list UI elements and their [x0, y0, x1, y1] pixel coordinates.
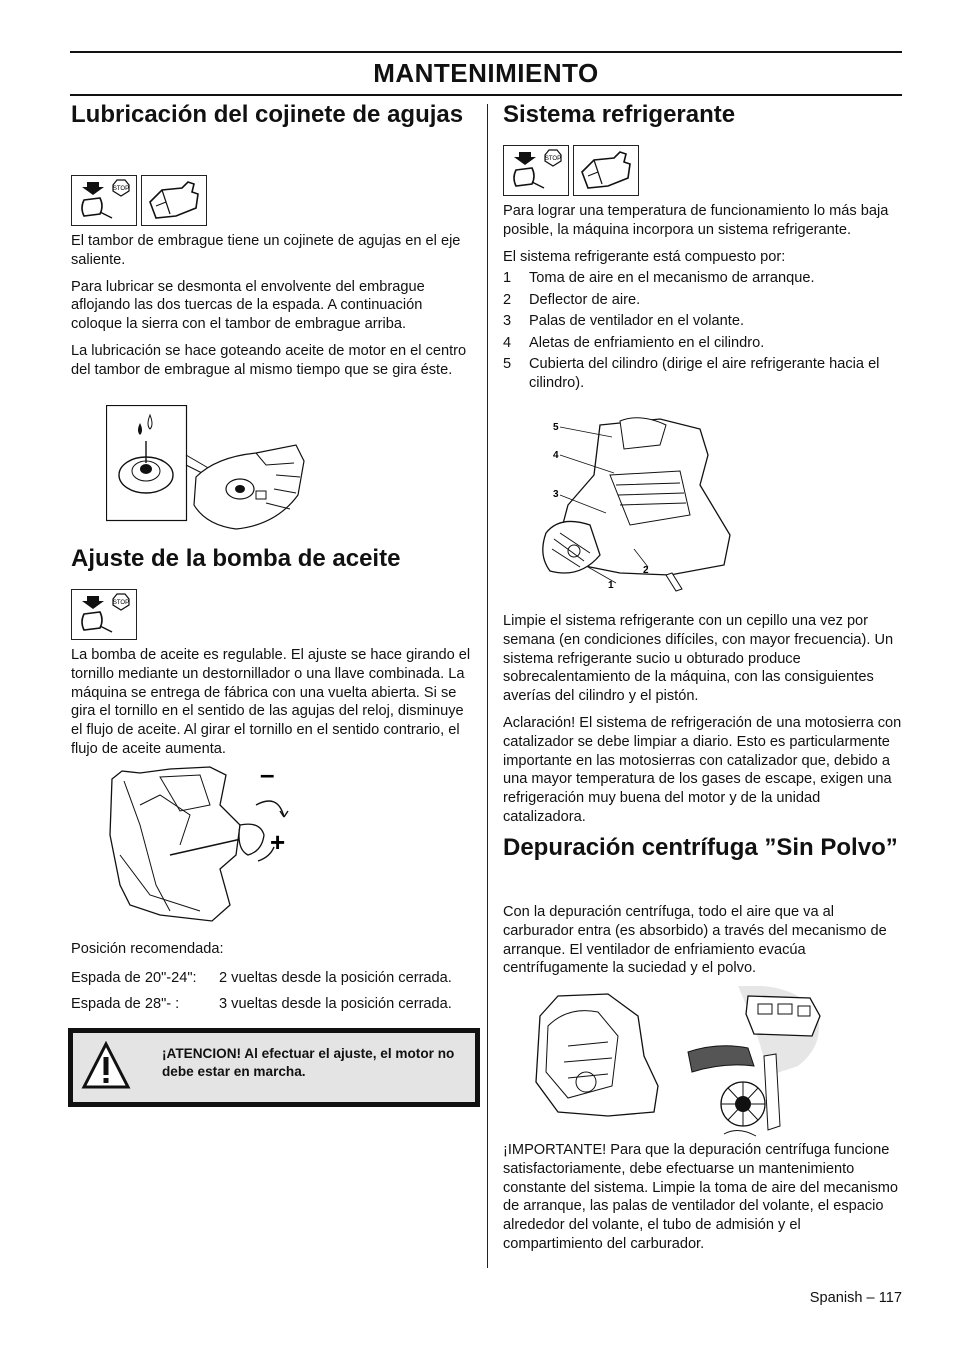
svg-text:STOP: STOP: [112, 186, 130, 192]
callout-1: 1: [608, 580, 614, 591]
oil-pump-text: [71, 646, 476, 759]
header-top-rule: [70, 51, 902, 53]
section-centrifugal-cleaning: [503, 833, 903, 863]
oil-pump-adjustment-illustration: [100, 765, 300, 937]
warning-text: ¡ATENCION! Al efectuar el ajuste, el motor no debe estar en marcha.: [162, 1046, 455, 1079]
callout-4: 4: [553, 450, 559, 461]
section-title: Sistema refrigerante: [503, 101, 736, 128]
paragraph: El sistema refrigerante está compuesto por:: [503, 248, 786, 265]
spec-turns: 3 vueltas desde la posición cerrada.: [219, 995, 452, 1012]
section-cooling-system: [503, 100, 903, 130]
paragraph: Con la depuración centrífuga, todo el aire que va al carburador entra (es absorbido) a través del mecanismo de arranque. El ventilador de enfriamiento evacúa centrífugamente la suciedad y el polvo.: [503, 904, 887, 977]
cooling-system-text: [503, 202, 903, 395]
needle-bearing-text: [71, 232, 476, 380]
centrifugal-cleaning-text: [503, 903, 903, 978]
warning-triangle-icon: [81, 1041, 131, 1091]
stop-engine-icon: [71, 589, 137, 640]
callout-2: 2: [643, 565, 649, 576]
column-divider: [487, 104, 488, 1268]
svg-text:STOP: STOP: [112, 600, 130, 606]
page-title: MANTENIMIENTO: [373, 58, 599, 88]
list-item: 5 Cubierta del cilindro (dirige el aire refrigerante hacia el cilindro).: [503, 355, 880, 391]
cooling-components-list: [503, 269, 903, 392]
protective-glove-icon: [573, 145, 639, 196]
stop-engine-icon: [503, 145, 569, 196]
list-item: 4 Aletas de enfriamiento en el cilindro.: [503, 334, 765, 351]
stop-engine-icon: [71, 175, 137, 226]
cooling-maintenance-text: [503, 612, 903, 827]
section-title: Lubricación del cojinete de agujas: [71, 101, 464, 128]
spec-row: [71, 995, 476, 1013]
list-item: 3 Palas de ventilador en el volante.: [503, 313, 744, 330]
paragraph: Limpie el sistema refrigerante con un cepillo una vez por semana (en condiciones difíciles, con mayor frecuencia). Un sistema refrigerante sucio u obturado produce sobrecalentamiento de la máquina, con las consiguientes averías del cilindro y el pistón.: [503, 613, 894, 705]
section-title: Depuración centrífuga ”Sin Polvo”: [503, 834, 898, 861]
clutch-drum-lubrication-illustration: [106, 405, 311, 533]
paragraph: Para lograr una temperatura de funcionamiento lo más baja posible, la máquina incorpora un sistema refrigerante.: [503, 203, 889, 238]
paragraph: El tambor de embrague tiene un cojinete de agujas en el eje saliente.: [71, 233, 461, 268]
warning-box: [68, 1028, 480, 1107]
centrifugal-important-text: [503, 1141, 903, 1254]
increase-sign: +: [270, 827, 286, 857]
list-item: 1 Toma de aire en el mecanismo de arranque.: [503, 270, 815, 287]
decrease-sign: –: [260, 765, 275, 789]
spec-bar-length: Espada de 20"-24":: [71, 969, 197, 986]
list-item: 2 Deflector de aire.: [503, 291, 641, 308]
section-oil-pump: [71, 544, 476, 574]
callout-5: 5: [553, 422, 559, 433]
svg-text:STOP: STOP: [544, 156, 562, 162]
protective-glove-icon: [141, 175, 207, 226]
header-bottom-rule: [70, 94, 902, 96]
spec-turns: 2 vueltas desde la posición cerrada.: [219, 969, 452, 986]
recommended-settings: [71, 940, 476, 1013]
section-needle-bearing: [71, 100, 476, 130]
recommended-label: Posición recomendada:: [71, 941, 224, 957]
cooling-system-illustration: [540, 415, 745, 595]
paragraph: Aclaración! El sistema de refrigeración de una motosierra con catalizador se debe limpiar a diario. Esto es particularmente importante en las motosierras con catalizador que, debido a una mayor temperatura de los gases de escape, exigen una refrigeración muy buena del motor y de la unidad catalizadora.: [503, 714, 902, 825]
page-number: Spanish – 117: [809, 1290, 902, 1306]
spec-row: [71, 969, 476, 987]
section-title: Ajuste de la bomba de aceite: [71, 545, 401, 572]
centrifugal-cleaning-illustration: [528, 986, 828, 1138]
spec-bar-length: Espada de 28"- :: [71, 995, 180, 1012]
paragraph: ¡IMPORTANTE! Para que la depuración centrífuga funcione satisfactoriamente, debe efectuarse un mantenimiento constante del sistema. Limpie la toma de aire del mecanismo de arranque, las palas de ventilador del volante, el espacio alrededor del volante, el tubo de admisión y el compartimiento del carburador.: [503, 1142, 899, 1252]
paragraph: La bomba de aceite es regulable. El ajuste se hace girando el tornillo mediante un destornillador o una llave combinada. La máquina se entrega de fábrica con una vuelta abierta. Si se gira el tornillo en el sentido de las agujas del reloj, disminuye el flujo de aceite. Al girar el tornillo en el sentido contrario, el flujo de aceite aumenta.: [71, 647, 471, 757]
paragraph: Para lubricar se desmonta el envolvente del embrague aflojando las dos tuercas de la espada. A continuación coloque la sierra con el tambor de embrague arriba.: [71, 278, 425, 333]
callout-3: 3: [553, 489, 559, 500]
paragraph: La lubricación se hace goteando aceite de motor en el centro del tambor de embrague al mismo tiempo que se gira éste.: [71, 342, 467, 378]
